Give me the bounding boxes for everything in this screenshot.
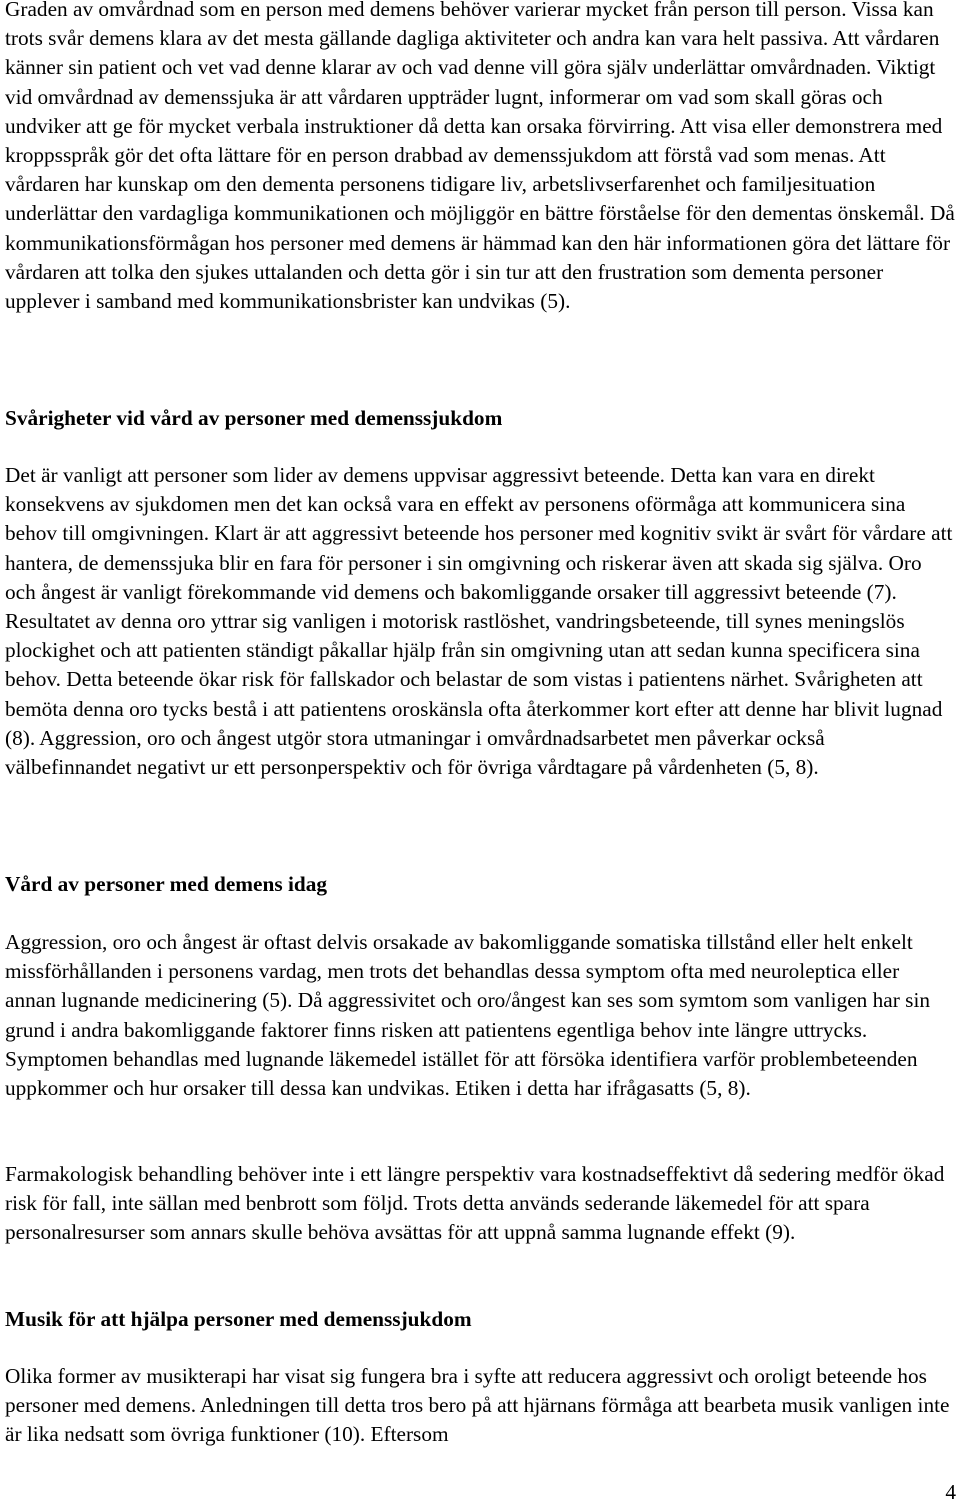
section-heading-difficulties: Svårigheter vid vård av personer med demenssjukdom (5, 406, 503, 430)
page-number: 4 (945, 1480, 956, 1504)
body-paragraph-aggression: Det är vanligt att personer som lider av demens uppvisar aggressivt beteende. Detta kan vara en direkt konsekvens av sjukdomen men det kan också vara en effekt av personens oförmåga att kommunicera sina behov till omgivningen. Klart är att aggressivt beteende hos personer med kognitiv svikt är svårt för vårdare att hantera, de demenssjuka blir en fara för personer i sin omgivning och riskerar även att skada sig själva. Oro och ångest är vanligt förekommande vid demens och bakomliggande orsaker till aggressivt beteende (7). Resultatet av denna oro yttrar sig vanligen i motorisk rastlöshet, vandringsbeteende, till synes meningslös plockighet och att patienten ständigt påkallar hjälp från sin omgivning utan att sedan kunna specificera sina behov. Detta beteende ökar risk för fallskador och belastar de som vistas i patientens närhet. Svårigheten att bemöta denna oro tycks bestå i att patientens oroskänsla ofta återkommer kort efter att denne har blivit lugnad (8). Aggression, oro och ångest utgör stora utmaningar i omvårdnadsarbetet men påverkar också välbefinnandet negativt ur ett personperspektiv och för övriga vårdtagare på vårdenheten (5, 8). (5, 463, 953, 780)
body-paragraph-care-variation: Graden av omvårdnad som en person med demens behöver varierar mycket från person till person. Vissa kan trots svår demens klara av det mesta gällande dagliga aktiviteter och andra kan vara helt passiva. Att vårdaren känner sin patient och vet vad denne klarar av och vad denne vill göra själv underlättar omvårdnaden. Viktigt vid omvårdnad av demenssjuka är att vårdaren uppträder lugnt, informerar om vad som skall göras och undviker att ge för mycket verbala instruktioner då detta kan orsaka förvirring. Att visa eller demonstrera med kroppsspråk gör det ofta lättare för en person drabbad av demenssjukdom att förstå vad som menas. Att vårdaren har kunskap om den dementa personens tidigare liv, arbetslivserfarenhet och familjesituation underlättar den vardagliga kommunikationen och möjliggör en bättre förståelse för den dementas önskemål. Då kommunikationsförmågan hos personer med demens är hämmad kan den här informationen göra det lättare för vårdaren att tolka den sjukes uttalanden och detta gör i sin tur att den frustration som dementa personer upplever i samband med kommunikationsbrister kan undvikas (5). (5, 0, 955, 314)
body-paragraph-pharmacological: Farmakologisk behandling behöver inte i ett längre perspektiv vara kostnadseffektivt då sedering medför ökad risk för fall, inte sällan med benbrott som följd. Trots detta används sederande läkemedel för att spara personalresurser som annars skulle behöva avsättas för att uppnå samma lugnande effekt (9). (5, 1162, 945, 1245)
body-paragraph-medication: Aggression, oro och ångest är oftast delvis orsakade av bakomliggande somatiska tillstånd eller helt enkelt missförhållanden i personens vardag, men trots det behandlas dessa symptom ofta med neuroleptica eller annan lugnande medicinering (5). Då aggressivitet och oro/ångest kan ses som symtom som vanligen har sin grund i andra bakomliggande faktorer finns risken att patientens egentliga behov inte längre uttrycks. Symptomen behandlas med lugnande läkemedel istället för att försöka identifiera varför problembeteenden uppkommer och hur orsaker till dessa kan undvikas. Etiken i detta har ifrågasatts (5, 8). (5, 930, 931, 1101)
section-heading-care-today: Vård av personer med demens idag (5, 872, 328, 896)
section-heading-music: Musik för att hjälpa personer med demenssjukdom (5, 1307, 472, 1331)
body-paragraph-music-therapy: Olika former av musikterapi har visat sig fungera bra i syfte att reducera aggressivt och oroligt beteende hos personer med demens. Anledningen till detta tros bero på att hjärnans förmåga att bearbeta musik vanligen inte är lika nedsatt som övriga funktioner (10). Eftersom (5, 1364, 950, 1447)
